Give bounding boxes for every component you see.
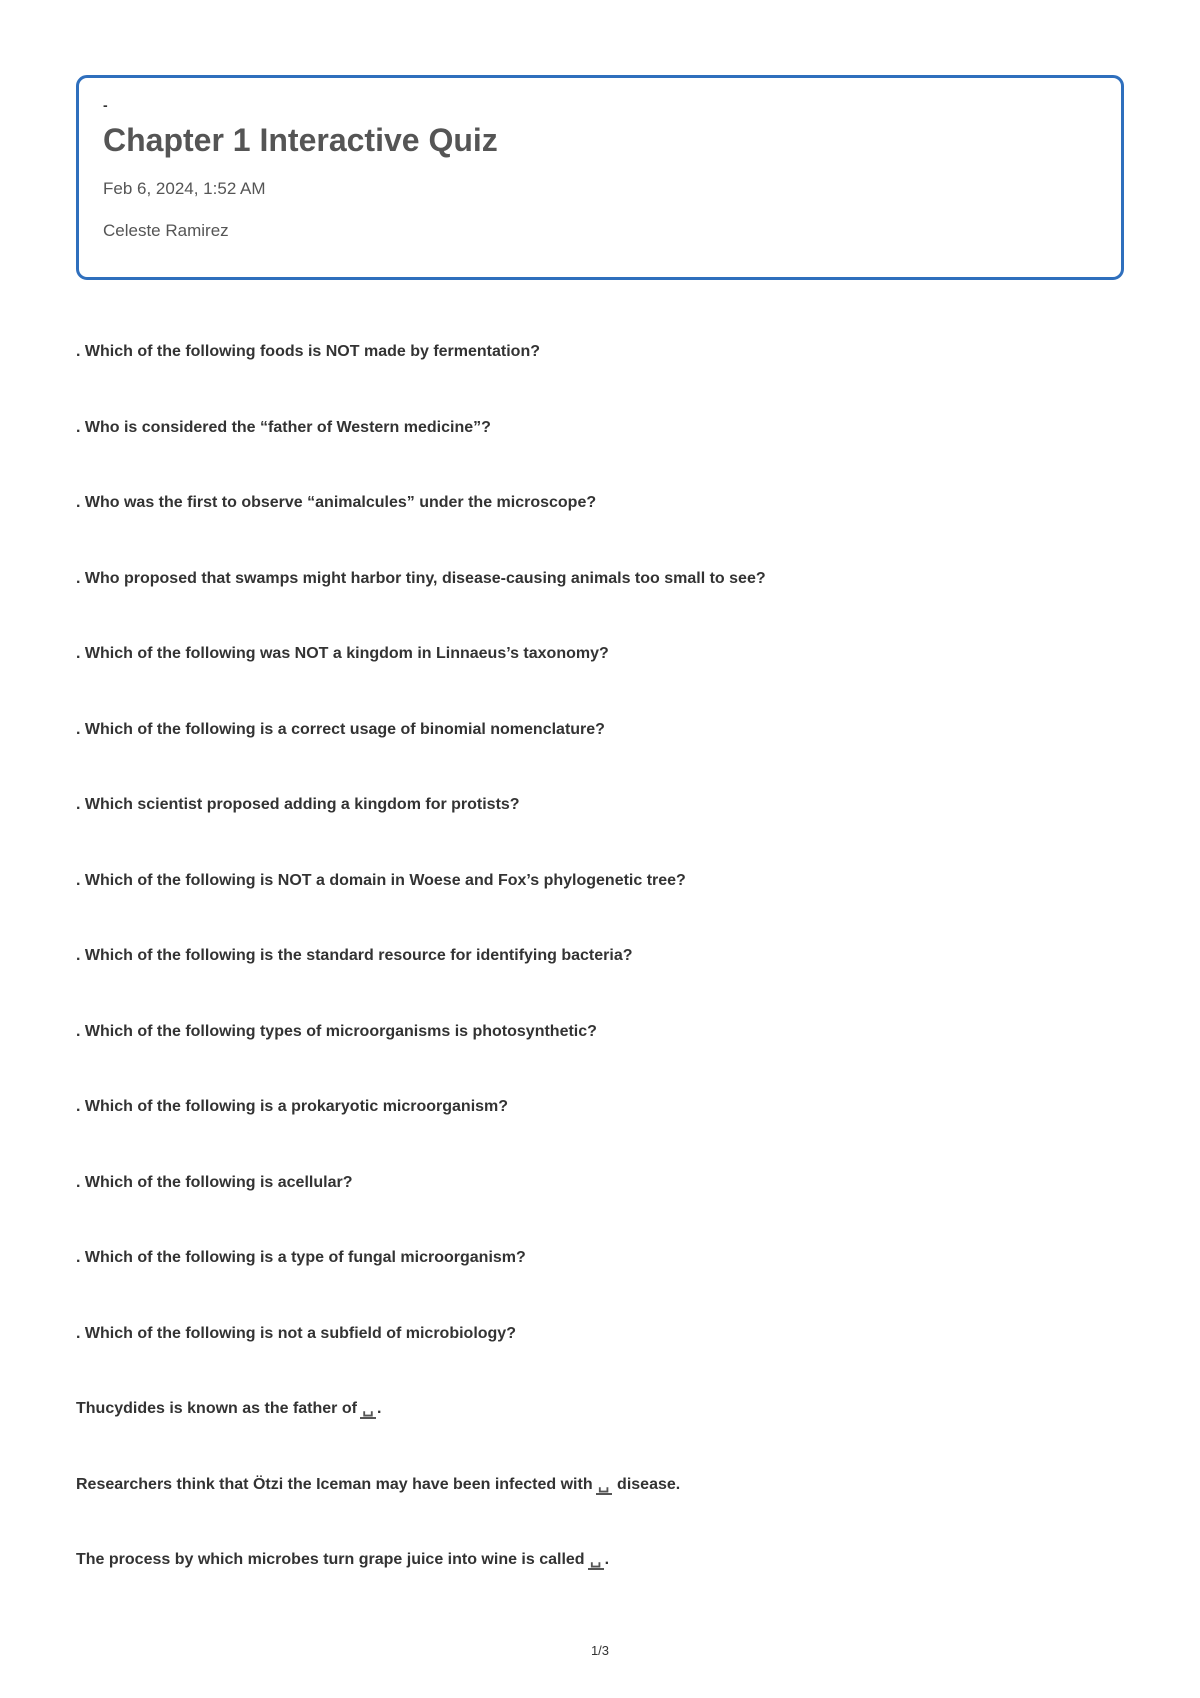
fill-in-text: Researchers think that Ötzi the Iceman may have been infected with [76, 1475, 593, 1493]
question-text: . Which of the following was NOT a kingdom in Linnaeus’s taxonomy? [76, 645, 609, 662]
question-text: . Which of the following is acellular? [76, 1173, 353, 1191]
question-12 [76, 1171, 1136, 1247]
fill-in-text-end: . [376, 1400, 382, 1417]
question-text: . Which of the following is not a subfield of microbiology? [76, 1324, 516, 1342]
question-text: . Which of the following is the standard resource for identifying bacteria? [76, 947, 633, 964]
fill-in-text-end: disease. [612, 1475, 681, 1493]
fill-in-text-end: . [604, 1551, 610, 1568]
quiz-title: Chapter 1 Interactive Quiz [103, 122, 498, 158]
quiz-date: Feb 6, 2024, 1:52 AM [103, 179, 266, 198]
question-7 [76, 793, 1136, 869]
question-text: . Which of the following is a prokaryotic microorganism? [76, 1098, 509, 1115]
question-text: . Which scientist proposed adding a kingdom for protists? [76, 796, 520, 813]
question-4 [76, 567, 1136, 643]
fill-in-question-1 [76, 1397, 1136, 1473]
question-9 [76, 944, 1136, 1020]
question-8 [76, 869, 1136, 945]
question-text: . Which of the following is a correct usage of binomial nomenclature? [76, 720, 605, 738]
question-11 [76, 1095, 1136, 1171]
question-3 [76, 491, 1136, 567]
question-text: . Which of the following is NOT a domain in Woese and Fox’s phylogenetic tree? [76, 871, 686, 889]
question-list [76, 340, 1136, 1624]
header-marker: - [103, 97, 108, 113]
question-5 [76, 642, 1136, 718]
answer-blank[interactable]: ␣ [360, 1401, 376, 1419]
fill-in-text: The process by which microbes turn grape juice into wine is called [76, 1551, 585, 1568]
question-14 [76, 1322, 1136, 1398]
question-text: . Which of the following is a type of fungal microorganism? [76, 1249, 526, 1266]
question-text: . Who was the first to observe “animalcules” under the microscope? [76, 494, 597, 511]
question-2 [76, 416, 1136, 492]
question-10 [76, 1020, 1136, 1096]
fill-in-text: Thucydides is known as the father of [76, 1400, 357, 1417]
fill-in-question-2 [76, 1473, 1136, 1549]
question-text: . Which of the following types of microorganisms is photosynthetic? [76, 1022, 597, 1040]
quiz-author: Celeste Ramirez [103, 221, 229, 240]
page-number: 1/3 [590, 1643, 610, 1658]
question-13 [76, 1246, 1136, 1322]
question-1 [76, 340, 1136, 416]
question-text: . Who is considered the “father of Western medicine”? [76, 418, 491, 436]
question-text: . Which of the following foods is NOT made by fermentation? [76, 343, 540, 360]
answer-blank[interactable]: ␣ [588, 1552, 604, 1570]
fill-in-question-3 [76, 1548, 1136, 1624]
question-text: . Who proposed that swamps might harbor tiny, disease-causing animals too small to see? [76, 569, 766, 587]
question-6 [76, 718, 1136, 794]
answer-blank[interactable]: ␣ [596, 1477, 612, 1495]
quiz-header-card [76, 75, 1124, 280]
